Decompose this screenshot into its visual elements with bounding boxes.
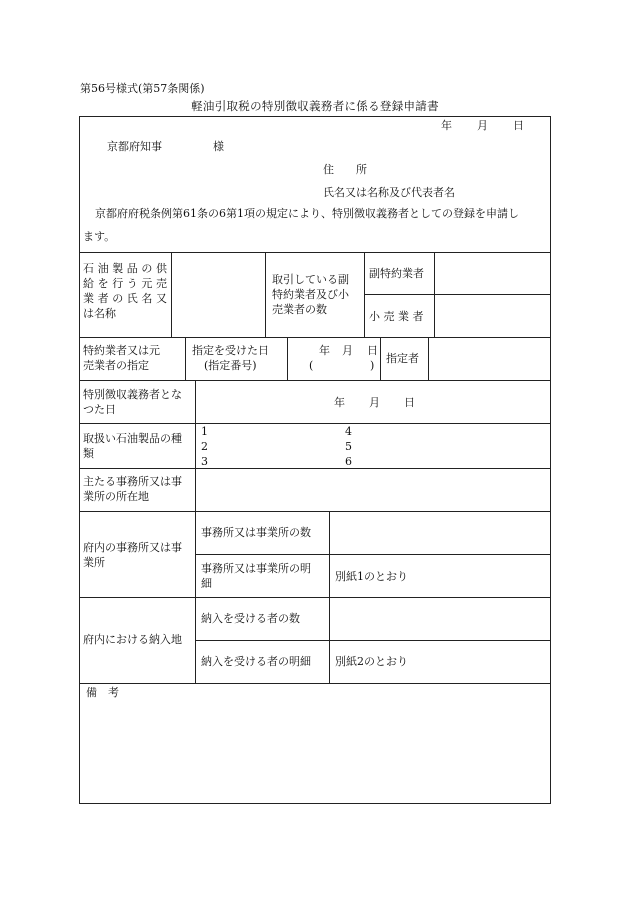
became-date-label-line-2: つた日	[83, 403, 116, 416]
form-title: 軽油引取税の特別徴収義務者に係る登録申請書	[191, 99, 439, 113]
divider-line	[79, 252, 551, 253]
product-item: 3	[201, 455, 208, 468]
dealer-count-label-line-2: 特約業者及び小	[272, 288, 349, 301]
offices-label-line-2: 業所	[83, 556, 105, 569]
divider-line	[329, 511, 330, 683]
supplier-label-line-2: 給を行う元売	[83, 277, 167, 290]
designation-label-line-1: 特約業者又は元	[83, 344, 160, 357]
divider-line	[79, 597, 551, 598]
divider-line	[79, 380, 551, 381]
divider-line	[195, 640, 551, 641]
divider-line	[265, 252, 266, 337]
designation-day: 日	[367, 344, 378, 357]
statement-line-1: 京都府府税条例第61条の6第1項の規定により、特別徴収義務者としての登録を申請し	[95, 207, 519, 220]
office-count-label: 事務所又は事業所の数	[201, 526, 311, 539]
divider-line	[380, 337, 381, 380]
office-detail-label-line-2: 細	[201, 577, 212, 590]
main-office-label-line-1: 主たる事務所又は事	[83, 475, 182, 488]
products-label-line-1: 取扱い石油製品の種	[83, 432, 182, 445]
divider-line	[195, 380, 196, 683]
designation-date-label: 指定を受けた日	[192, 344, 269, 357]
product-item: 5	[345, 440, 352, 453]
remarks-label: 備 考	[86, 686, 119, 699]
dealer-count-label-line-1: 取引している副	[272, 273, 349, 286]
designation-label-line-2: 売業者の指定	[83, 359, 149, 372]
office-detail-value: 別紙1のとおり	[335, 570, 408, 583]
date-year: 年	[441, 119, 452, 132]
addressee: 京都府知事	[107, 140, 162, 153]
divider-line	[364, 252, 365, 337]
supplier-label-line-4: は名称	[83, 307, 116, 320]
delivery-label: 府内における納入地	[83, 633, 182, 646]
supplier-label-line-3: 業者の氏名又	[83, 292, 167, 305]
delivery-count-label: 納入を受ける者の数	[201, 612, 300, 625]
divider-line	[79, 468, 551, 469]
divider-line	[287, 337, 288, 380]
offices-label-line-1: 府内の事務所又は事	[83, 541, 182, 554]
product-item: 1	[201, 425, 208, 438]
address-label: 住 所	[323, 163, 367, 176]
date-month: 月	[477, 119, 488, 132]
divider-line	[79, 337, 551, 338]
designation-paren-close: )	[370, 359, 375, 372]
statement-line-2: ます。	[83, 230, 116, 243]
became-month: 月	[369, 396, 380, 409]
divider-line	[185, 337, 186, 380]
divider-line	[428, 337, 429, 380]
divider-line	[79, 423, 551, 424]
designation-paren-open: (	[309, 359, 314, 372]
divider-line	[79, 683, 551, 684]
divider-line	[171, 252, 172, 337]
divider-line	[364, 294, 551, 295]
honorific: 様	[213, 140, 224, 153]
became-year: 年	[334, 396, 345, 409]
designation-month: 月	[342, 344, 353, 357]
main-office-label-line-2: 業所の所在地	[83, 490, 149, 503]
delivery-detail-value: 別紙2のとおり	[335, 655, 408, 668]
supplier-label-line-1: 石油製品の供	[83, 262, 167, 275]
became-date-label-line-1: 特別徴収義務者とな	[83, 388, 182, 401]
form-number: 第56号様式(第57条関係)	[80, 82, 205, 95]
product-item: 6	[345, 455, 352, 468]
divider-line	[434, 252, 435, 337]
divider-line	[195, 554, 551, 555]
name-label: 氏名又は名称及び代表者名	[323, 186, 455, 199]
office-detail-label-line-1: 事務所又は事業所の明	[201, 562, 311, 575]
delivery-detail-label: 納入を受ける者の明細	[201, 655, 311, 668]
retailer-label: 小 売 業 者	[369, 310, 424, 323]
became-day: 日	[404, 396, 415, 409]
products-label-line-2: 類	[83, 447, 94, 460]
sub-dealer-label: 副特約業者	[369, 267, 424, 280]
dealer-count-label-line-3: 売業者の数	[272, 303, 327, 316]
designation-year: 年	[319, 344, 330, 357]
date-day: 日	[513, 119, 524, 132]
designator-label: 指定者	[386, 352, 419, 365]
product-item: 2	[201, 440, 208, 453]
designation-number-label: (指定番号)	[204, 359, 257, 372]
divider-line	[79, 511, 551, 512]
product-item: 4	[345, 425, 352, 438]
